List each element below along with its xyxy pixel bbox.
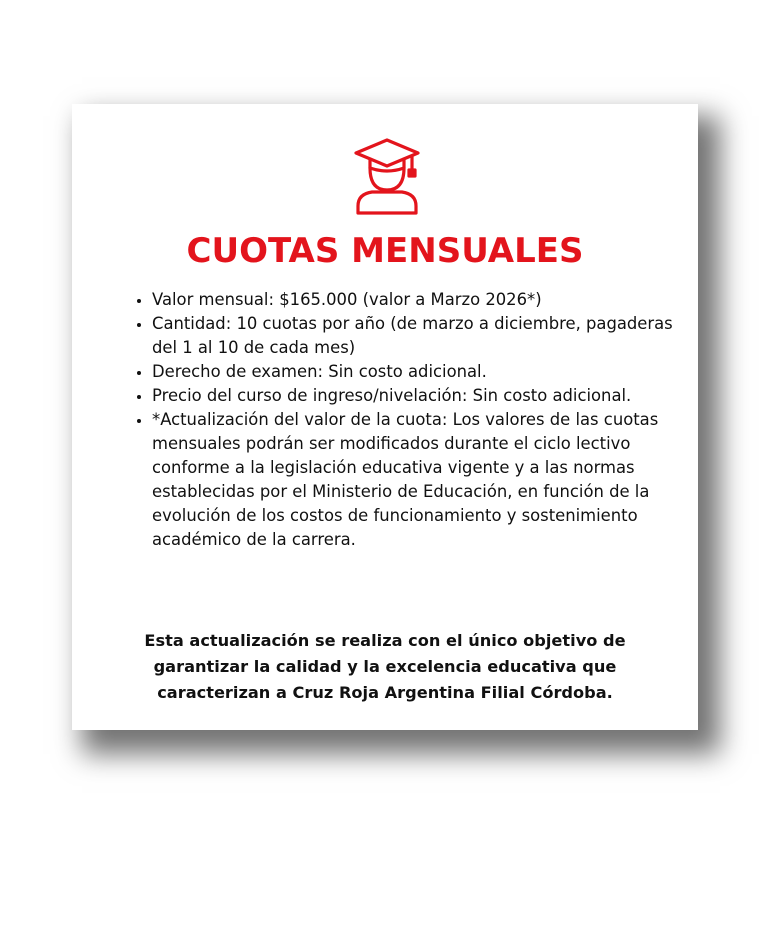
- list-item: • Precio del curso de ingreso/nivelación: Sin costo adicional.: [152, 384, 692, 408]
- graduate-icon: [352, 136, 422, 216]
- list-item: • Cantidad: 10 cuotas por año (de marzo a diciembre, pagaderas del 1 al 10 de cada mes): [152, 312, 692, 360]
- fees-list: [132, 288, 692, 552]
- closing-note: Esta actualización se realiza con el único objetivo de garantizar la calidad y la excelencia educativa que caracterizan a Cruz Roja Argentina Filial Córdoba.: [144, 631, 626, 702]
- list-item: • Derecho de examen: Sin costo adicional.: [152, 360, 692, 384]
- card-title: CUOTAS MENSUALES: [186, 231, 584, 271]
- list-item: • Valor mensual: $165.000 (valor a Marzo 2026*): [152, 288, 692, 312]
- list-item: • *Actualización del valor de la cuota: Los valores de las cuotas mensuales podrán ser modificados durante el ciclo lectivo conforme a la legislación educativa vigente y a las normas establecidas por el Ministerio de Educación, en función de la evolución de los costos de funcionamiento y sostenimiento académico de la carrera.: [152, 408, 692, 552]
- fees-card: [72, 104, 698, 730]
